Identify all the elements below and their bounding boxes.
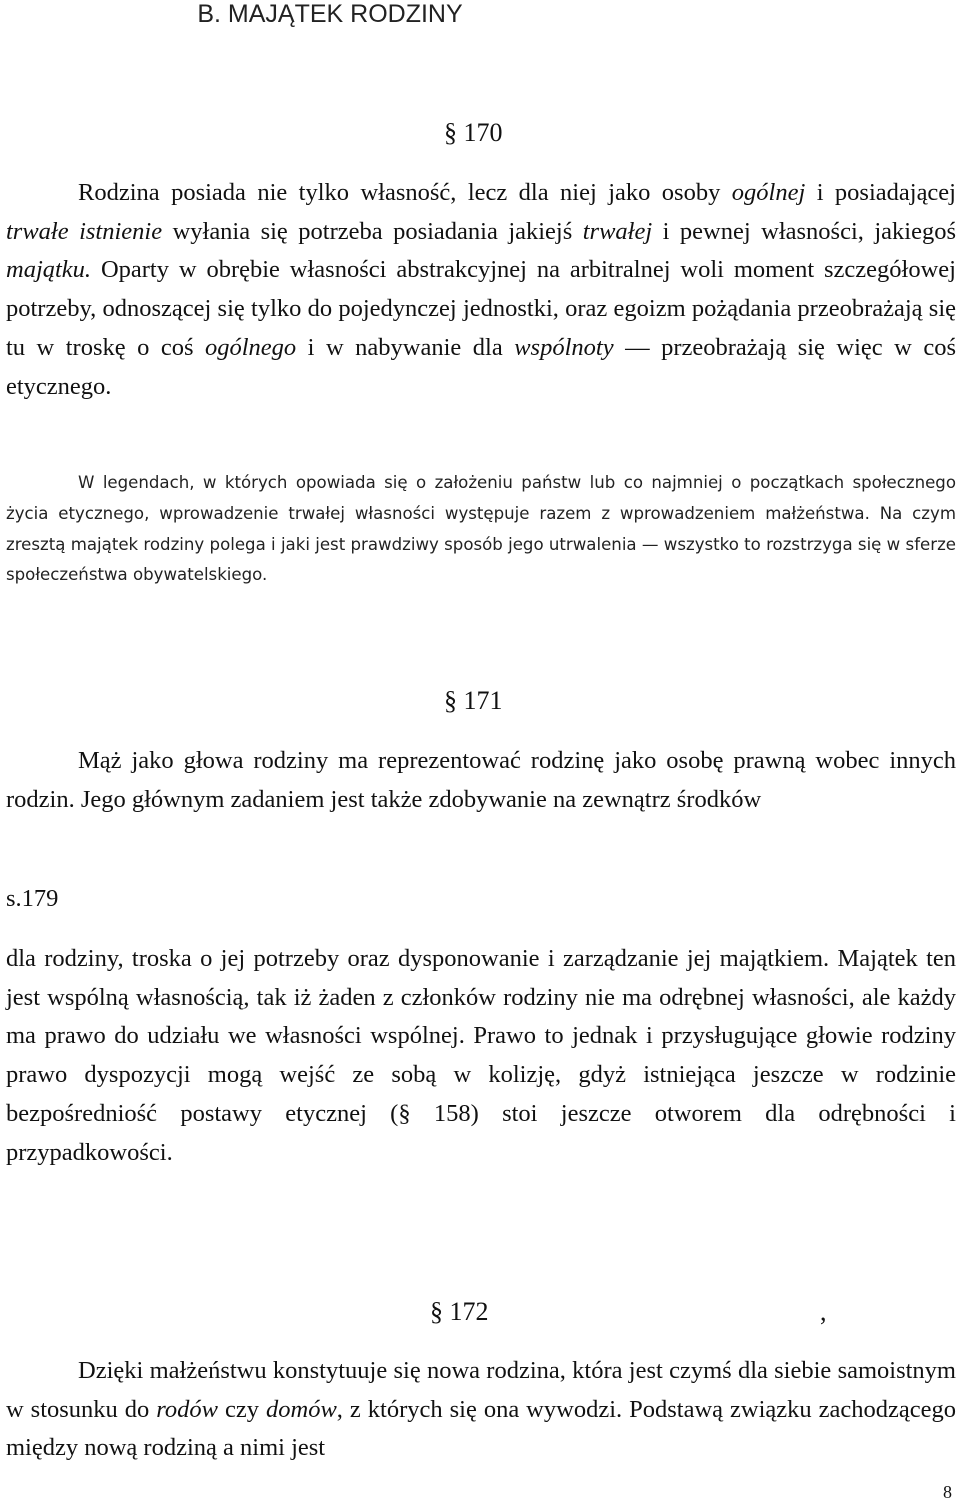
section-171-paragraph-2: dla rodziny, troska o jej potrzeby oraz dysponowanie i zarządzanie jej majątkiem. Majątek ten jest wspólną własnością, tak iż żaden z członków rodziny nie ma odrębnej własności, ale każdy ma prawo do udziału we własności wspólnej. Prawo to jednak i przysługujące głowie rodziny prawo dyspozycji mogą wejść ze sobą w kolizję, gdyż istniejąca jeszcze w rodzinie bezpośredniość postawy etycznej (§ 158) stoi jeszcze otworem dla odrębności i przypadkowości. — [6, 945, 956, 1166]
emphasis: ogólnego — [205, 333, 297, 361]
text-run: Oparty w obrębie własności abstrakcyjnej na arbitralnej woli moment szczegółowej potrzeby, odnoszącej się tylko do pojedynczej jednostki, oraz egoizm pożądania przeobrażają się tu w troskę o coś — [6, 256, 956, 361]
text-run: i posiadającej — [805, 179, 956, 206]
emphasis: domów — [266, 1395, 337, 1423]
section-number-171: § 171 — [444, 686, 503, 715]
text-run: Rodzina posiada nie tylko własność, lecz dla niej jako osoby — [78, 179, 732, 206]
text-run: wyłania się potrzeba posiadania jakiejś — [162, 217, 583, 245]
text-run: — przeobrażają się więc w coś etycznego. — [6, 333, 956, 400]
section-170-paragraph — [6, 174, 956, 406]
section-170-remark: W legendach, w których opowiada się o założeniu państw lub co najmniej o początkach społecznego życia etycznego, wprowadzenie trwałej własności występuje razem z wprowadzeniem małżeństwa. Na czym zresztą majątek rodziny polega i jaki jest prawdziwy sposób jego utrwalenia — wszystko to rozstrzyga się w sferze społeczeństwa obywatelskiego. — [6, 473, 956, 585]
emphasis: majątku. — [6, 256, 92, 284]
text-run: i pewnej własności, jakiegoś — [652, 217, 956, 245]
text-run: Dzięki małżeństwu konstytuuje się nowa rodzina, która jest czymś dla siebie samoistnym w stosunku do — [6, 1357, 956, 1423]
section-171-paragraph-1: Mąż jako głowa rodziny ma reprezentować rodzinę jako osobę prawną wobec innych rodzin. Jego głównym zadaniem jest także zdobywanie na zewnątrz środków — [6, 747, 956, 813]
page-number: 8 — [943, 1482, 952, 1502]
stray-comma: , — [820, 1297, 827, 1326]
section-number-172: § 172 — [430, 1297, 489, 1326]
emphasis: rodów — [156, 1395, 219, 1423]
chapter-heading: B. MAJĄTEK RODZINY — [197, 0, 463, 28]
text-run: czy — [218, 1395, 266, 1423]
page-reference: s.179 — [6, 885, 59, 912]
emphasis: trwałej — [582, 217, 653, 245]
emphasis: ogólnej — [731, 179, 806, 206]
section-number-170: § 170 — [444, 118, 503, 147]
emphasis: wspólnoty — [514, 333, 614, 361]
emphasis: trwałe istnienie — [6, 217, 163, 245]
text-run: i w nabywanie dla — [296, 333, 515, 361]
section-172-paragraph — [6, 1352, 956, 1468]
text-run: , z których się ona wywodzi. Podstawą związku zachodzącego między nową rodziną a nimi jest — [6, 1395, 956, 1462]
